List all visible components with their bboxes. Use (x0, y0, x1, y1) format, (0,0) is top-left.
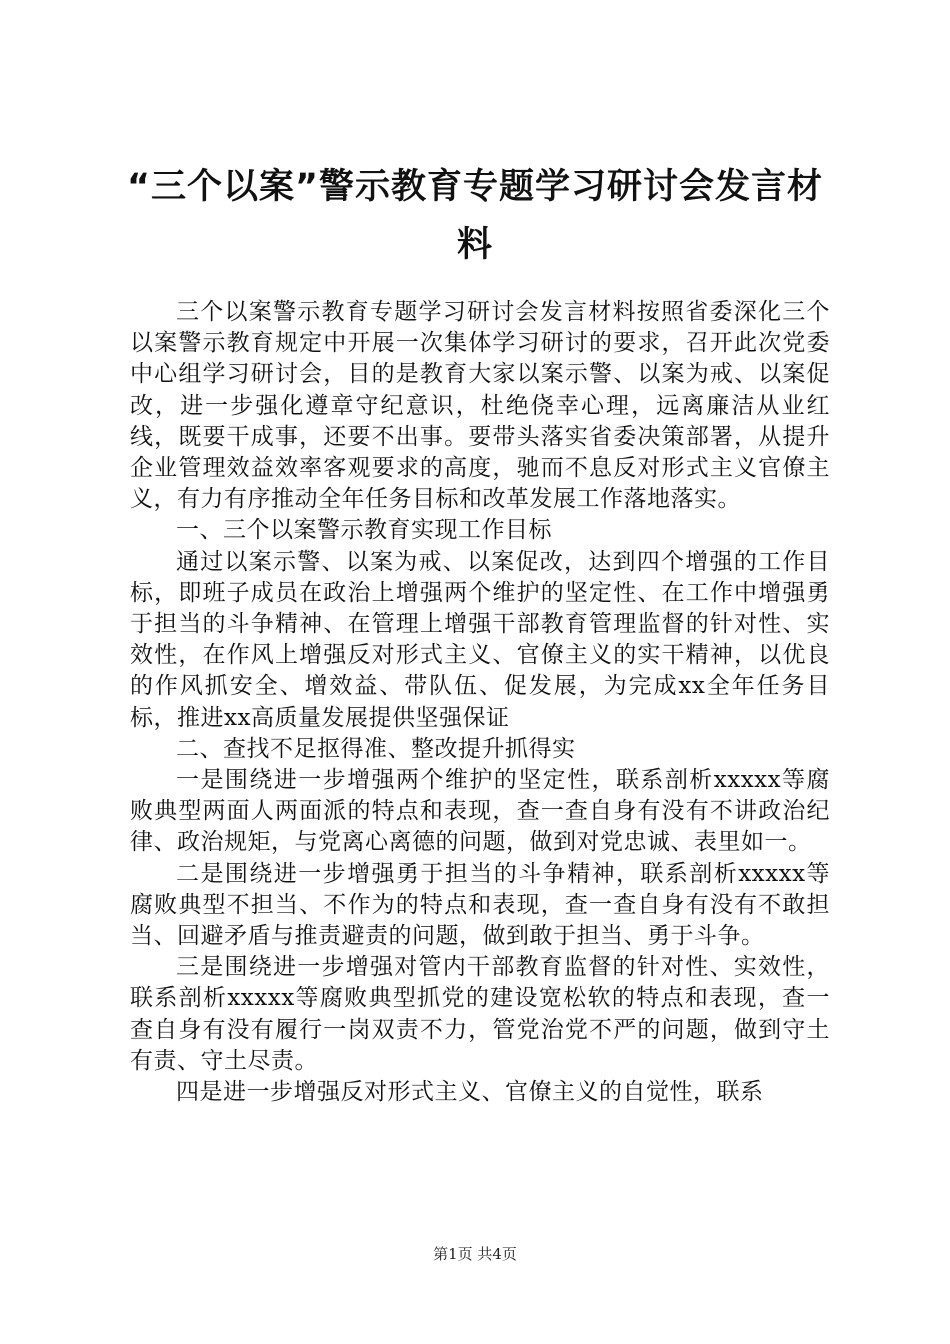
section-heading-2: 二、查找不足抠得准、整改提升抓得实 (176, 735, 576, 762)
item-4-paragraph: 四是进一步增强反对形式主义、官僚主义的自觉性，联系 (176, 1079, 764, 1106)
document-title: “三个以案”警示教育专题学习研讨会发言材料 (126, 167, 823, 265)
document-body (130, 297, 830, 1108)
section-heading-1: 一、三个以案警示教育实现工作目标 (176, 517, 552, 544)
page-number-footer: 第1页 共4页 (433, 1245, 517, 1263)
intro-paragraph: 三个以案警示教育专题学习研讨会发言材料按照省委深化三个以案警示教育规定中开展一次集体学习研讨的要求，召开此次党委中心组学习研讨会，目的是教育大家以案示警、以案为戒、以案促改，进一步强化遵章守纪意识，杜绝侥幸心理，远离廉洁从业红线，既要干成事，还要不出事。要带头落实省委决策部署，从提升企业管理效益效率客观要求的高度，驰而不息反对形式主义官僚主义，有力有序推动全年任务目标和改革发展工作落地落实。 (130, 299, 830, 513)
item-2-paragraph: 二是围绕进一步增强勇于担当的斗争精神，联系剖析xxxxx等腐败典型不担当、不作为的特点和表现，查一查自身有没有不敢担当、回避矛盾与推责避责的问题，做到敢于担当、勇于斗争。 (130, 860, 830, 950)
section-1-paragraph: 通过以案示警、以案为戒、以案促改，达到四个增强的工作目标，即班子成员在政治上增强两个维护的坚定性、在工作中增强勇于担当的斗争精神、在管理上增强干部教育管理监督的针对性、实效性，在作风上增强反对形式主义、官僚主义的实干精神，以优良的作风抓安全、增效益、带队伍、促发展，为完成xx全年任务目标，推进xx高质量发展提供坚强保证 (130, 548, 830, 731)
item-3-paragraph: 三是围绕进一步增强对管内干部教育监督的针对性、实效性，联系剖析xxxxx等腐败典型抓党的建设宽松软的特点和表现，查一查自身有没有履行一岗双责不力，管党治党不严的问题，做到守土有责、守土尽责。 (130, 954, 830, 1074)
item-1-paragraph: 一是围绕进一步增强两个维护的坚定性，联系剖析xxxxx等腐败典型两面人两面派的特点和表现，查一查自身有没有不讲政治纪律、政治规矩，与党离心离德的问题，做到对党忠诚、表里如一。 (130, 767, 830, 856)
